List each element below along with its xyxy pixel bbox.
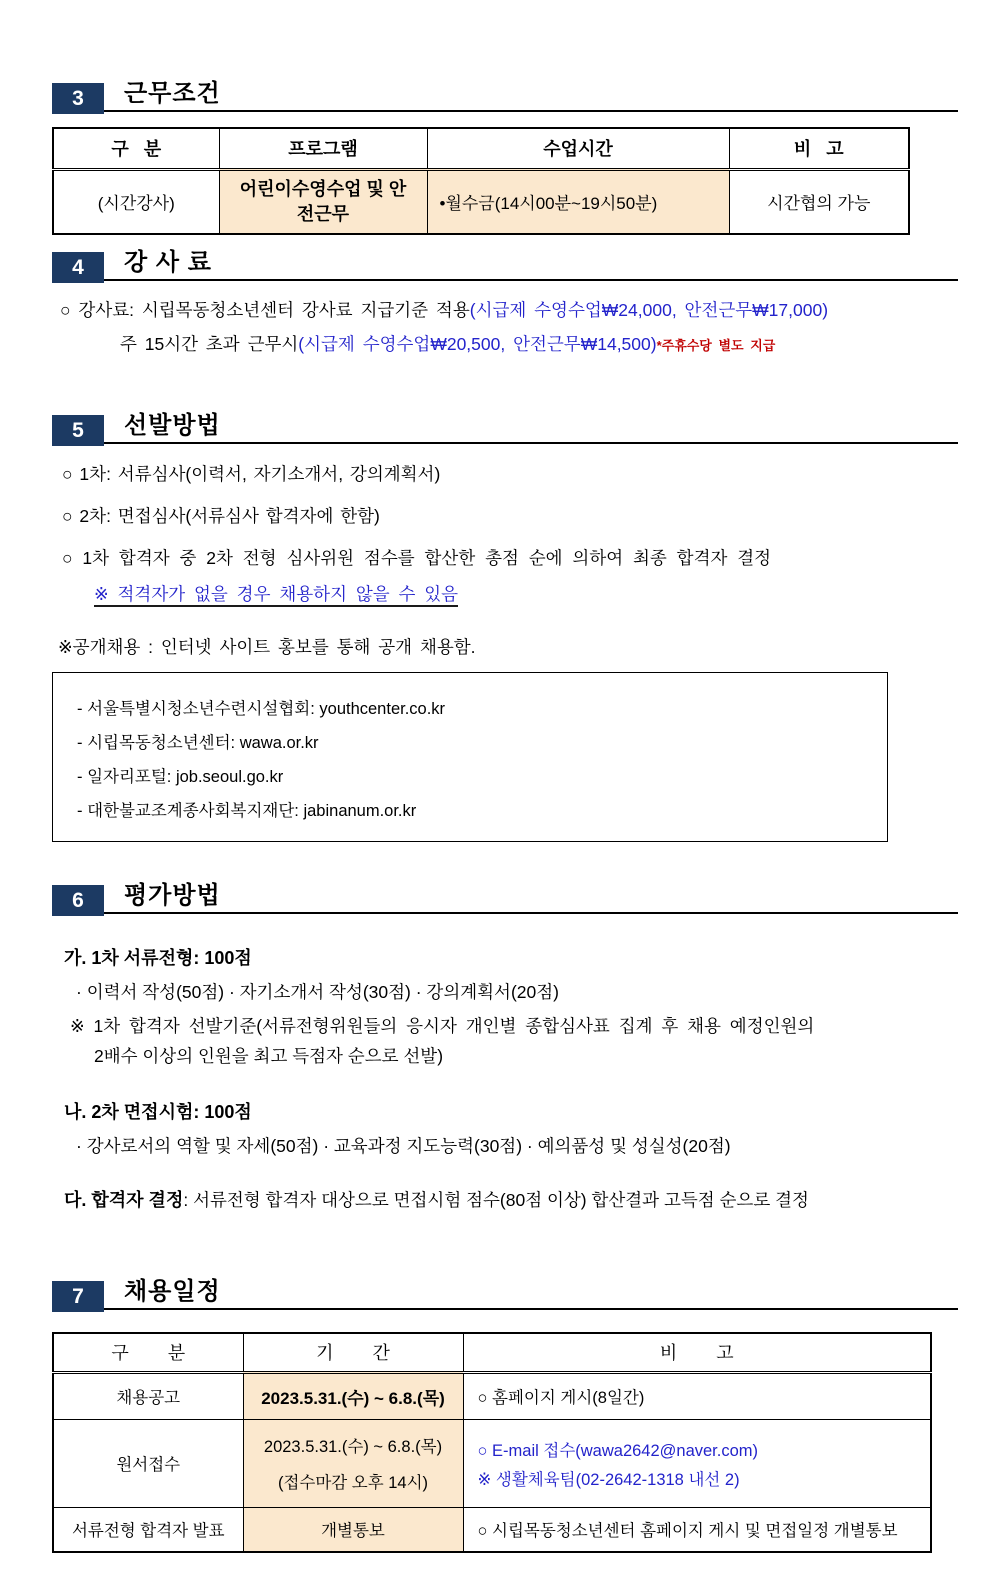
schedule-row-application xyxy=(53,1419,931,1507)
recruitment-schedule-table xyxy=(52,1332,932,1553)
section3-header xyxy=(52,76,958,112)
cell-result-note: ○ 시립목동청소년센터 홈페이지 게시 및 면접일정 개별통보 xyxy=(463,1507,931,1552)
cell-application-note xyxy=(463,1419,931,1507)
site-jabinanum: - 대한불교조계종사회복지재단: jabinanum.or.kr xyxy=(77,802,417,820)
cell-class-time: •월수금(14시00분~19시50분) xyxy=(427,169,729,234)
selection-disclaimer xyxy=(94,581,962,606)
section7-title: 채용일정 xyxy=(124,1277,221,1305)
cell-announcement-note: ○ 홈페이지 게시(8일간) xyxy=(463,1372,931,1419)
eval-round1-title: 가. 1차 서류전형: 100점 xyxy=(64,948,252,968)
fee-line2-holiday-note: *주휴수당 별도 지급 xyxy=(656,338,776,353)
selection-step-3: ○ 1차 합격자 중 2차 전형 심사위원 점수를 합산한 총점 순에 의하여 최종 합격자 결정 xyxy=(62,548,772,568)
section6-number-badge: 6 xyxy=(52,885,104,916)
col-header-period: 기 간 xyxy=(243,1333,463,1372)
application-phone-note: ※ 생활체육팀(02-2642-1318 내선 2) xyxy=(477,1470,740,1489)
section5-number-badge: 5 xyxy=(52,415,104,446)
site-job-seoul: - 일자리포털: job.seoul.go.kr xyxy=(77,768,284,786)
eval-round2-title: 나. 2차 면접시험: 100점 xyxy=(64,1102,252,1122)
cell-program: 어린이수영수업 및 안전근무 xyxy=(219,169,427,234)
working-conditions-data-row xyxy=(53,169,909,234)
site-wawa: - 시립목동청소년센터: wawa.or.kr xyxy=(77,734,319,752)
section3-title: 근무조건 xyxy=(124,79,221,107)
selection-disclaimer-text: ※ 적격자가 없을 경우 채용하지 않을 수 있음 xyxy=(94,584,458,607)
selection-step-1: ○ 1차: 서류심사(이력서, 자기소개서, 강의계획서) xyxy=(62,464,441,484)
cell-announcement-category: 채용공고 xyxy=(53,1372,243,1419)
schedule-row-announcement xyxy=(53,1372,931,1419)
cell-note: 시간협의 가능 xyxy=(729,169,909,234)
col-header-category2: 구 분 xyxy=(53,1333,243,1372)
eval-round1-note-line2: 2배수 이상의 인원을 최고 득점자 순으로 선발) xyxy=(94,1046,444,1066)
fee-line1-rates: (시급제 수영수업₩24,000, 안전근무₩17,000) xyxy=(469,300,829,320)
recruitment-sites-box xyxy=(52,672,888,842)
eval-final-decision-text: : 서류전형 합격자 대상으로 면접시험 점수(80점 이상) 합산결과 고득점 순으로 결정 xyxy=(183,1190,809,1210)
schedule-row-result xyxy=(53,1507,931,1552)
cell-application-category: 원서접수 xyxy=(53,1419,243,1507)
working-conditions-table xyxy=(52,127,910,235)
application-email-note: ○ E-mail 접수(wawa2642@naver.com) xyxy=(477,1441,759,1460)
section5-header xyxy=(52,408,958,444)
cell-result-category: 서류전형 합격자 발표 xyxy=(53,1507,243,1552)
cell-announcement-period: 2023.5.31.(수) ~ 6.8.(목) xyxy=(243,1372,463,1419)
working-conditions-header-row xyxy=(53,128,909,169)
section6-title: 평가방법 xyxy=(124,881,221,909)
eval-round1-criteria: · 이력서 작성(50점) · 자기소개서 작성(30점) · 강의계획서(20점) xyxy=(76,982,559,1002)
eval-round2-criteria: · 강사로서의 역할 및 자세(50점) · 교육과정 지도능력(30점) · 예의품성 및 성실성(20점) xyxy=(76,1136,731,1156)
cell-application-period xyxy=(243,1419,463,1507)
eval-final-decision xyxy=(64,1186,962,1212)
schedule-header-row xyxy=(53,1333,931,1372)
section3-number-badge: 3 xyxy=(52,83,104,114)
col-header-note2: 비 고 xyxy=(463,1333,931,1372)
col-header-program: 프로그램 xyxy=(219,128,427,169)
fee-line2-rates: (시급제 수영수업₩20,500, 안전근무₩14,500) xyxy=(298,334,657,354)
fee-line-1 xyxy=(60,297,962,322)
site-youthcenter: - 서울특별시청소년수련시설협회: youthcenter.co.kr xyxy=(77,700,446,718)
section4-header xyxy=(52,245,958,281)
cell-result-period: 개별통보 xyxy=(243,1507,463,1552)
selection-step-2: ○ 2차: 면접심사(서류심사 합격자에 한함) xyxy=(62,506,380,526)
application-period-deadline: (접수마감 오후 14시) xyxy=(277,1474,429,1492)
section5-title: 선발방법 xyxy=(124,411,221,439)
section7-header xyxy=(52,1274,958,1310)
eval-round1-note-line1: ※ 1차 합격자 선발기준(서류전형위원들의 응시자 개인별 종합심사표 집계 후 채용 예정인원의 xyxy=(70,1016,815,1036)
col-header-note: 비 고 xyxy=(729,128,909,169)
cell-category: (시간강사) xyxy=(53,169,219,234)
section4-title: 강 사 료 xyxy=(124,248,212,276)
eval-final-decision-label: 다. 합격자 결정 xyxy=(64,1190,184,1210)
fee-line2-text: 주 15시간 초과 근무시 xyxy=(120,334,299,354)
col-header-category: 구 분 xyxy=(53,128,219,169)
section4-number-badge: 4 xyxy=(52,252,104,283)
section7-number-badge: 7 xyxy=(52,1281,104,1312)
section6-header xyxy=(52,878,958,914)
application-period-dates: 2023.5.31.(수) ~ 6.8.(목) xyxy=(263,1438,443,1456)
col-header-class-time: 수업시간 xyxy=(427,128,729,169)
fee-line-2 xyxy=(120,331,962,356)
fee-line1-text: ○ 강사료: 시립목동청소년센터 강사료 지급기준 적용 xyxy=(60,300,470,320)
open-recruitment-line: ※공개채용 : 인터넷 사이트 홍보를 통해 공개 채용함. xyxy=(58,637,476,657)
